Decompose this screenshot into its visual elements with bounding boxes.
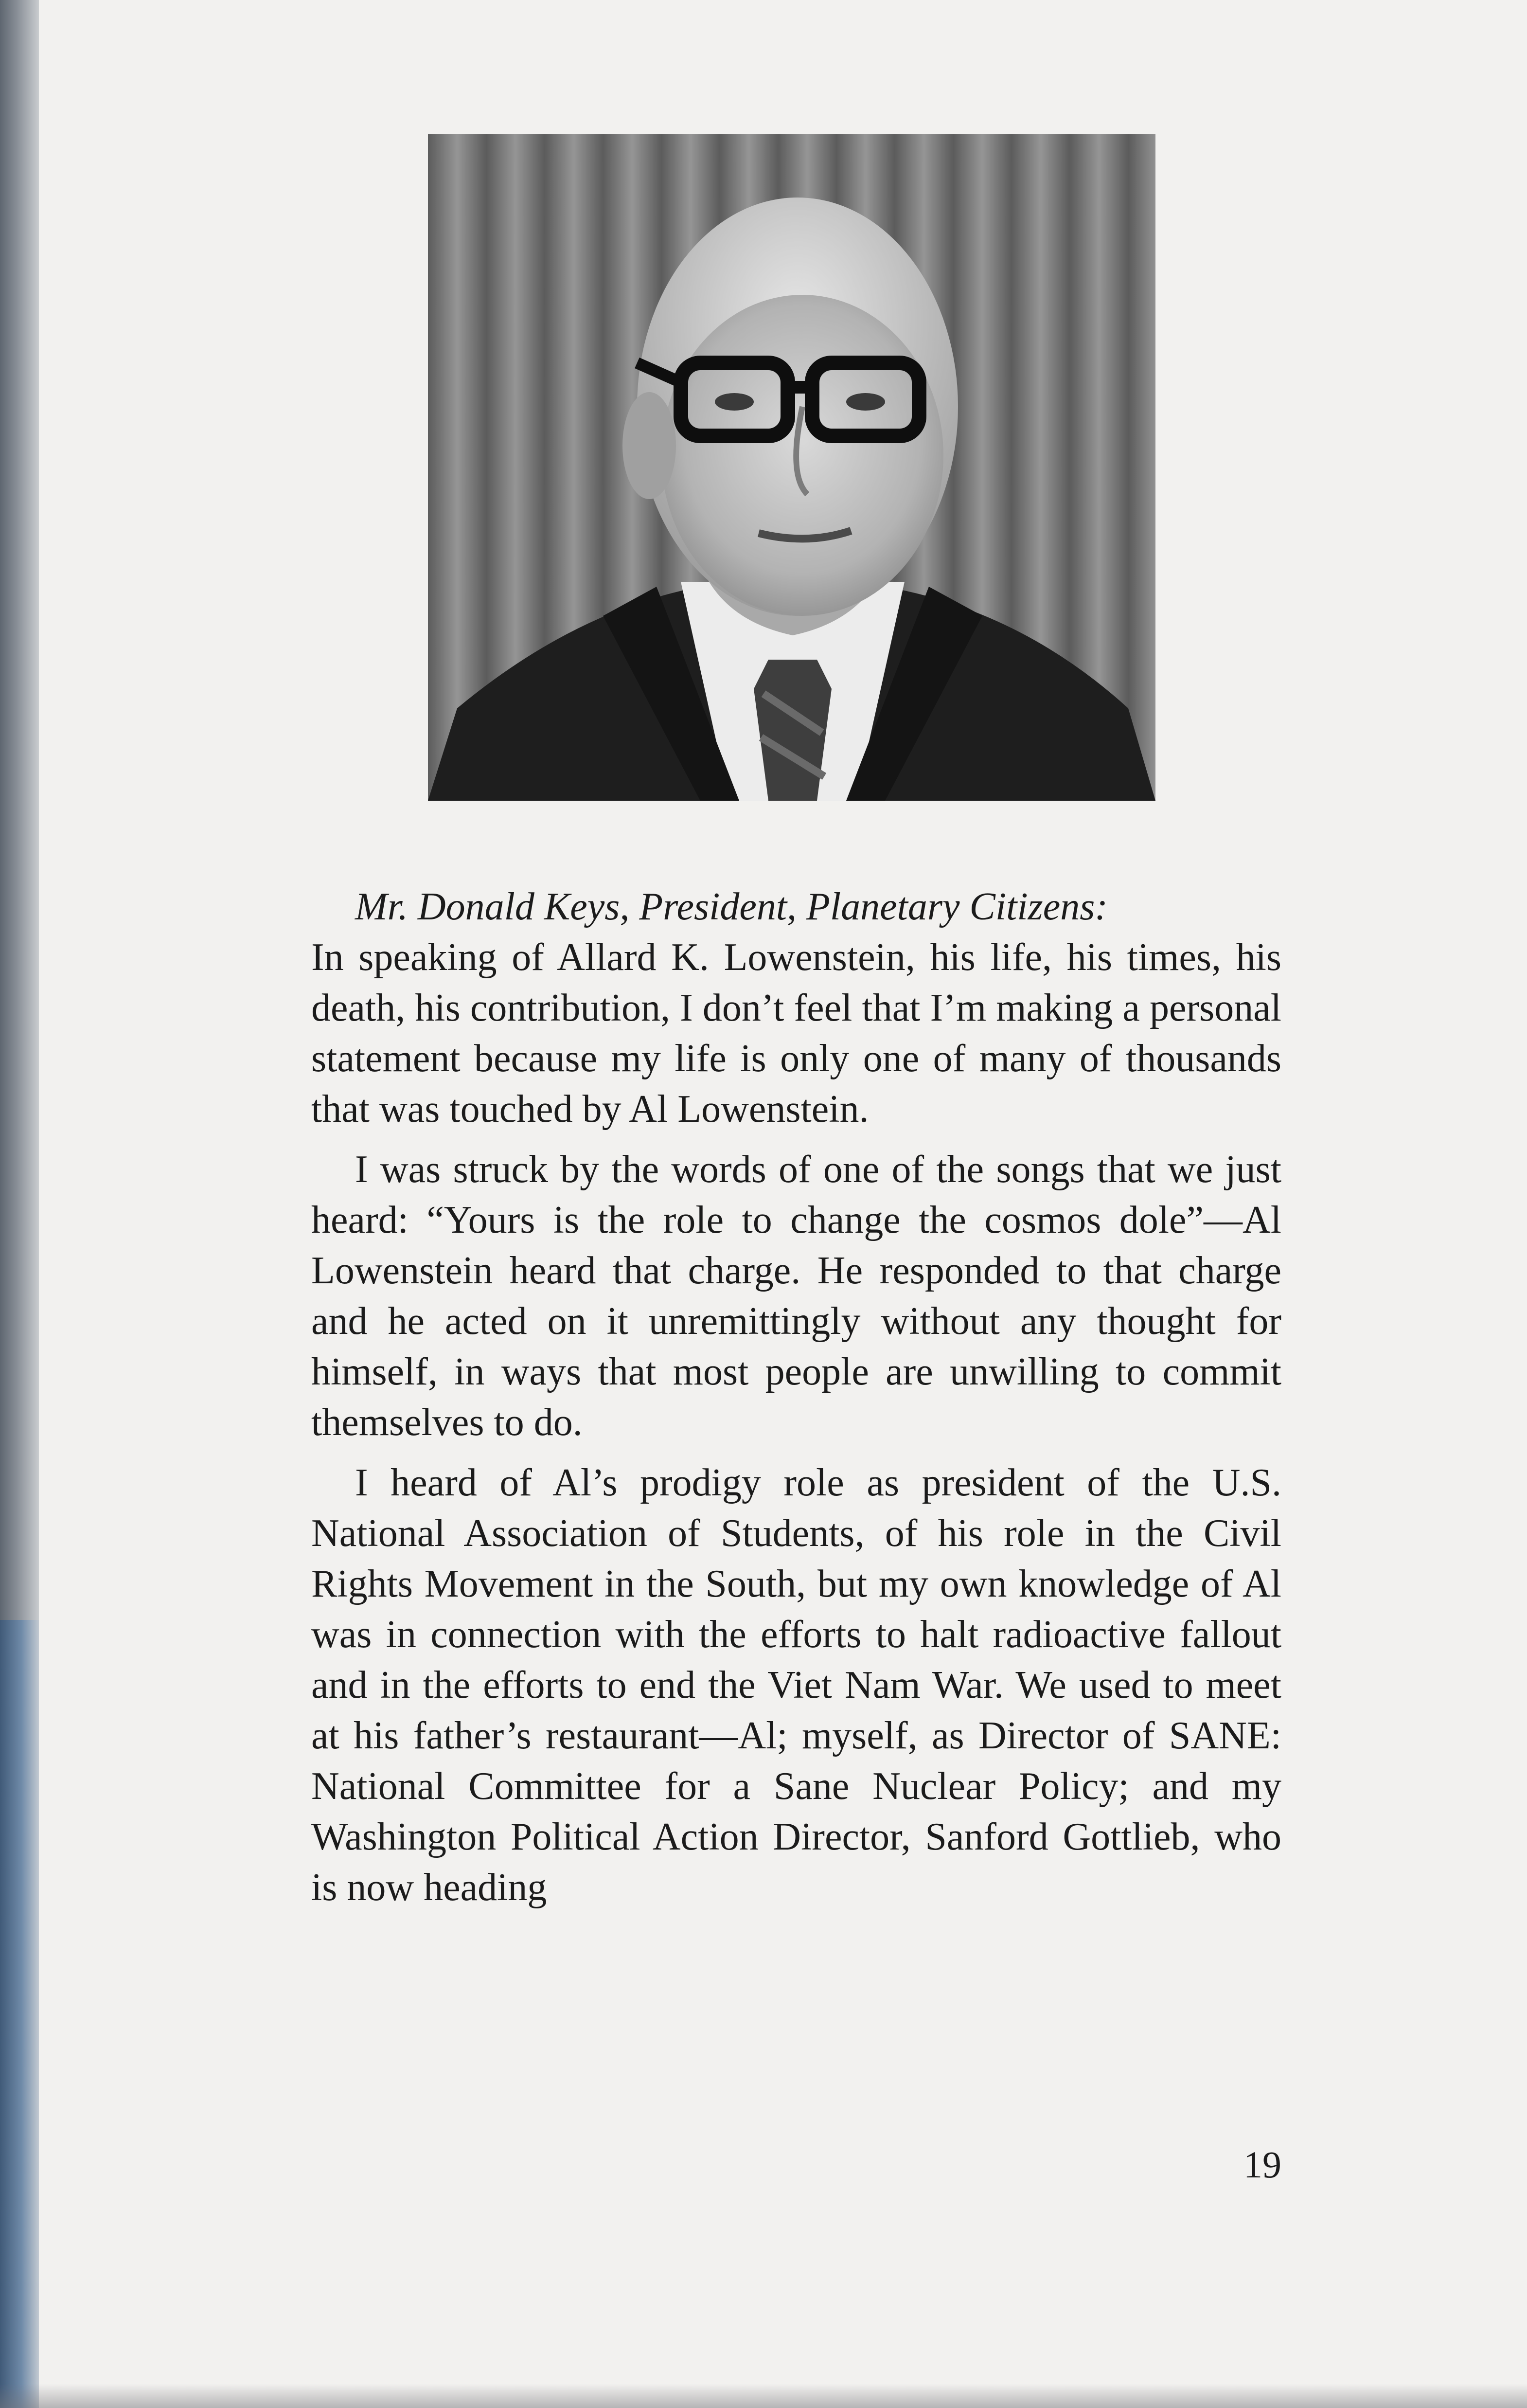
- scan-bottom-shadow: [0, 2384, 1527, 2408]
- paragraph-3: I heard of Al’s prodigy role as president of the U.S. National Association of Students, of his role in the Civil Rights Movement in the South, but my own knowledge of Al was in connection with the efforts to halt radioactive fallout and in the efforts to end the Viet Nam War. We used to meet at his father’s restaurant—Al; myself, as Director of SANE: National Committee for a Sane Nuclear Policy; and my Washington Political Action Director, Sanford Gottlieb, who is now heading: [311, 1461, 1281, 1909]
- portrait-photo: [428, 134, 1155, 801]
- portrait-photo-graphic: [428, 134, 1155, 801]
- page-number: 19: [1243, 2143, 1281, 2186]
- paragraph-2: I was struck by the words of one of the songs that we just heard: “Yours is the role to change the cosmos dole”—Al Lowenstein heard that charge. He responded to that charge and he acted on it unremittingly without any thought for himself, in ways that most people are unwilling to commit themselves to do.: [311, 1148, 1281, 1444]
- paragraph-1: In speaking of Allard K. Lowenstein, his life, his times, his death, his contribution, I don’t feel that I’m making a personal statement because my life is only one of many of thousands that was touched by Al Lowenstein.: [311, 936, 1281, 1131]
- scan-edge-lower: [0, 1620, 39, 2408]
- speaker-attribution: Mr. Donald Keys, President, Planetary Citizens:: [355, 885, 1108, 928]
- article-text: [311, 881, 1281, 1913]
